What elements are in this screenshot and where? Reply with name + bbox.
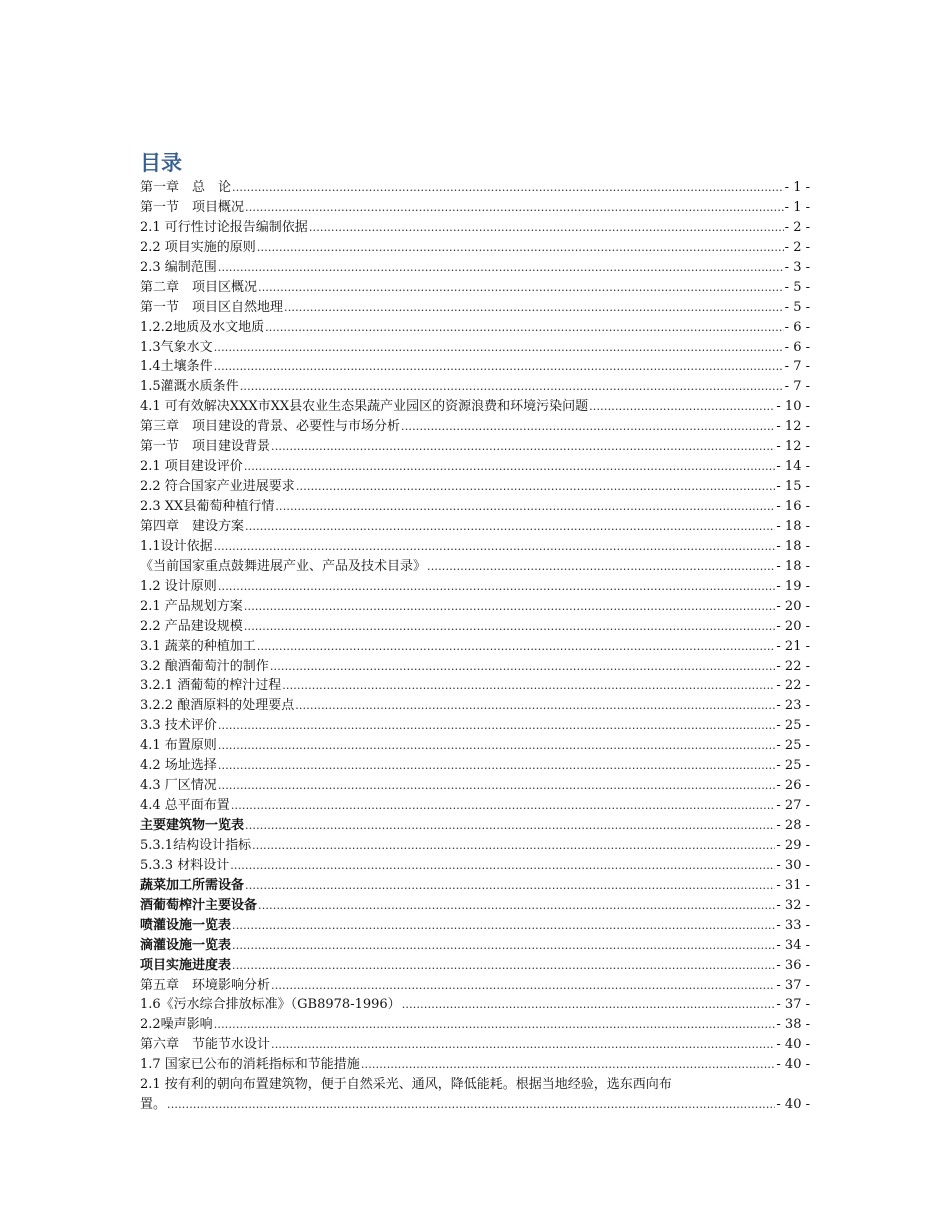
toc-entry-title: 蔬菜加工所需设备 xyxy=(140,877,245,893)
toc-dot-leader xyxy=(232,178,784,198)
toc-entry-title: 第六章 节能节水设计 xyxy=(140,1037,271,1053)
toc-entry[interactable] xyxy=(140,637,810,657)
toc-dot-leader xyxy=(589,397,775,417)
toc-entry-title: 主要建筑物一览表 xyxy=(140,818,245,833)
toc-dot-leader xyxy=(245,816,775,836)
toc-entry-title: 5.3.3 材料设计 xyxy=(140,857,230,873)
toc-dot-leader xyxy=(361,1055,776,1075)
toc-entry-page: - 5 - xyxy=(784,299,810,315)
toc-entry[interactable] xyxy=(140,976,810,996)
toc-dot-leader xyxy=(218,577,776,597)
toc-entry[interactable] xyxy=(140,417,810,437)
toc-entry-page: - 1 - xyxy=(784,180,810,195)
toc-entry[interactable] xyxy=(140,816,810,836)
toc-dot-leader xyxy=(284,298,784,318)
toc-entry-page: - 23 - xyxy=(776,698,810,714)
toc-entry-page: - 12 - xyxy=(776,439,810,455)
toc-entry-title: 酒葡萄榨汁主要设备 xyxy=(140,897,258,913)
toc-entry-page: - 6 - xyxy=(784,339,810,355)
toc-dot-leader xyxy=(402,995,776,1015)
toc-entry-page: - 5 - xyxy=(784,279,810,295)
toc-entry[interactable] xyxy=(140,776,810,796)
toc-dot-leader xyxy=(218,756,776,776)
toc-entry-title: 项目实施进度表 xyxy=(140,957,232,973)
toc-entry-title: 1.7 国家已公布的消耗指标和节能措施 xyxy=(140,1057,360,1073)
toc-entry-title: 2.3 编制范围 xyxy=(140,259,217,275)
toc-entry-page: - 16 - xyxy=(776,499,810,514)
toc-dot-leader xyxy=(401,417,775,437)
toc-entry[interactable] xyxy=(140,437,810,457)
toc-entry-page: - 20 - xyxy=(776,598,810,614)
toc-dot-leader xyxy=(245,198,784,218)
toc-entry[interactable] xyxy=(140,1015,810,1035)
toc-entry-page: - 32 - xyxy=(776,897,810,913)
toc-entry-page: - 21 - xyxy=(776,638,810,654)
toc-entry-title: 2.2 产品建设规模 xyxy=(140,618,243,634)
toc-dot-leader xyxy=(275,497,775,517)
toc-dot-leader xyxy=(245,517,775,537)
toc-entry-page: - 22 - xyxy=(776,678,810,694)
toc-entry-title: 3.3 技术评价 xyxy=(140,718,217,734)
toc-entry-title: 2.1 产品规划方案 xyxy=(140,598,243,614)
toc-entry-title: 2.1 项目建设评价 xyxy=(140,459,243,475)
toc-entry-title: 第五章 环境影响分析 xyxy=(140,977,271,993)
toc-entry[interactable] xyxy=(140,876,810,896)
toc-entry[interactable] xyxy=(140,896,810,916)
toc-entry-title: 《当前国家重点鼓舞进展产业、产品及技术目录》 xyxy=(140,558,427,574)
toc-entry-page: - 27 - xyxy=(776,798,810,814)
toc-dot-leader xyxy=(232,956,775,976)
toc-entry-title: 第四章 建设方案 xyxy=(140,518,245,534)
toc-dot-leader xyxy=(218,776,776,796)
toc-dot-leader xyxy=(167,1095,775,1115)
toc-entry-title: 4.1 布置原则 xyxy=(140,738,217,754)
toc-entry[interactable] xyxy=(140,956,810,976)
toc-entry-title: 4.4 总平面布置 xyxy=(140,798,230,814)
toc-entry-title: 1.3气象水文 xyxy=(140,339,213,355)
toc-entry-page: - 3 - xyxy=(784,259,810,275)
toc-entry[interactable] xyxy=(140,278,810,298)
toc-dot-leader xyxy=(218,258,784,278)
toc-entry[interactable] xyxy=(140,716,810,736)
toc-entry-page: - 26 - xyxy=(776,778,810,794)
toc-entry-page: - 7 - xyxy=(784,359,810,375)
toc-dot-leader xyxy=(230,856,775,876)
toc-entry[interactable] xyxy=(140,537,810,557)
toc-dot-leader xyxy=(258,896,775,916)
toc-entry-title: 第二章 项目区概况 xyxy=(140,279,258,295)
toc-entry-page: - 40 - xyxy=(776,1057,810,1073)
toc-entry[interactable] xyxy=(140,198,810,218)
toc-entry-page: - 25 - xyxy=(776,758,810,774)
toc-entry-title: 喷灌设施一览表 xyxy=(140,917,232,933)
toc-dot-leader xyxy=(257,637,776,657)
table-of-contents xyxy=(140,178,810,1115)
toc-entry-title: 1.2.2地质及水文地质 xyxy=(140,319,265,335)
toc-entry[interactable] xyxy=(140,995,810,1015)
toc-entry-title: 4.1 可有效解决XXX市XX县农业生态果蔬产业园区的资源浪费和环境污染问题 xyxy=(140,399,589,415)
toc-entry-page: - 25 - xyxy=(776,718,810,734)
toc-entry[interactable] xyxy=(140,756,810,776)
toc-dot-leader xyxy=(271,976,775,996)
toc-dot-leader xyxy=(265,318,784,338)
toc-entry[interactable] xyxy=(140,557,810,577)
toc-entry-page: - 18 - xyxy=(776,538,810,554)
toc-entry-title: 3.2.1 酒葡萄的榨汁过程 xyxy=(140,678,282,694)
toc-entry[interactable] xyxy=(140,856,810,876)
toc-entry-title: 第三章 项目建设的背景、必要性与市场分析 xyxy=(140,419,401,435)
toc-entry-page: - 18 - xyxy=(776,558,810,574)
toc-entry-page: - 40 - xyxy=(776,1037,810,1053)
toc-entry[interactable] xyxy=(140,258,810,278)
toc-dot-leader xyxy=(252,836,775,856)
toc-dot-leader xyxy=(270,657,776,677)
toc-entry-page: - 34 - xyxy=(776,937,810,953)
toc-entry-wrapped-line2[interactable] xyxy=(140,1095,810,1115)
toc-entry[interactable] xyxy=(140,477,810,497)
toc-entry[interactable] xyxy=(140,318,810,338)
toc-entry-title: 2.2 项目实施的原则 xyxy=(140,239,256,255)
toc-entry[interactable] xyxy=(140,916,810,936)
toc-dot-leader xyxy=(427,557,775,577)
toc-entry-title: 1.6《污水综合排放标准》（GB8978-1996） xyxy=(140,997,401,1013)
toc-entry-title: 3.2.2 酿酒原料的处理要点 xyxy=(140,698,295,714)
toc-entry-title: 滴灌设施一览表 xyxy=(140,937,232,953)
toc-entry-page: - 1 - xyxy=(784,199,810,215)
toc-entry-page: - 31 - xyxy=(776,877,810,893)
toc-dot-leader xyxy=(240,377,784,397)
toc-entry[interactable] xyxy=(140,617,810,637)
toc-entry-title: 第一节 项目建设背景 xyxy=(140,439,271,455)
toc-entry-page: - 25 - xyxy=(776,738,810,754)
toc-title: 目录 xyxy=(140,151,182,175)
toc-entry[interactable] xyxy=(140,338,810,358)
toc-entry-title: 第一节 项目概况 xyxy=(140,199,245,215)
toc-entry-title: 4.3 厂区情况 xyxy=(140,778,217,794)
toc-dot-leader xyxy=(309,218,784,238)
toc-entry[interactable] xyxy=(140,298,810,318)
toc-entry-title: 第一节 项目区自然地理 xyxy=(140,299,284,315)
toc-dot-leader xyxy=(296,477,776,497)
toc-entry-title: 3.1 蔬菜的种植加工 xyxy=(140,638,256,654)
toc-entry-page: - 22 - xyxy=(776,658,810,674)
toc-dot-leader xyxy=(231,796,776,816)
toc-entry-title: 2.1 可行性讨论报告编制依据 xyxy=(140,219,308,235)
toc-entry[interactable] xyxy=(140,377,810,397)
toc-entry-page: - 30 - xyxy=(776,857,810,873)
toc-entry-title: 4.2 场址选择 xyxy=(140,758,217,774)
toc-entry-page: - 33 - xyxy=(776,917,810,933)
toc-dot-leader xyxy=(245,876,775,896)
toc-entry-title: 第一章 总 论 xyxy=(140,180,232,195)
toc-entry-page: - 19 - xyxy=(776,578,810,594)
toc-entry-title: 2.2 符合国家产业进展要求 xyxy=(140,479,295,495)
toc-entry[interactable] xyxy=(140,597,810,617)
toc-dot-leader xyxy=(258,278,784,298)
toc-entry-title: 2.2噪声影响 xyxy=(140,1017,213,1033)
toc-dot-leader xyxy=(244,457,776,477)
toc-entry-page: - 36 - xyxy=(776,957,810,973)
toc-dot-leader xyxy=(282,676,775,696)
toc-entry-page: - 29 - xyxy=(776,837,810,853)
toc-entry-page: - 28 - xyxy=(776,818,810,833)
toc-entry[interactable] xyxy=(140,238,810,258)
toc-dot-leader xyxy=(271,437,775,457)
toc-entry-page: - 7 - xyxy=(784,379,810,395)
toc-entry[interactable] xyxy=(140,178,810,198)
toc-dot-leader xyxy=(244,617,776,637)
toc-entry-title: 1.5灌溉水质条件 xyxy=(140,379,239,395)
toc-entry-title: 5.3.1结构设计指标 xyxy=(140,837,252,853)
toc-dot-leader xyxy=(295,696,775,716)
toc-entry[interactable] xyxy=(140,936,810,956)
toc-entry-title: 1.2 设计原则 xyxy=(140,578,217,594)
toc-entry[interactable] xyxy=(140,657,810,677)
toc-entry[interactable] xyxy=(140,218,810,238)
toc-dot-leader xyxy=(257,238,784,258)
toc-entry-title: 2.1 按有利的朝向布置建筑物，便于自然采光、通风，降低能耗。根据当地经验，选东西向布 xyxy=(140,1077,672,1093)
toc-dot-leader xyxy=(218,736,776,756)
toc-entry[interactable] xyxy=(140,497,810,517)
toc-entry[interactable] xyxy=(140,517,810,537)
toc-entry-title-continued: 置。 xyxy=(140,1097,167,1113)
toc-entry-page: - 37 - xyxy=(776,977,810,993)
toc-dot-leader xyxy=(244,597,776,617)
toc-entry[interactable] xyxy=(140,577,810,597)
toc-dot-leader xyxy=(214,1015,776,1035)
toc-entry[interactable] xyxy=(140,357,810,377)
toc-entry[interactable] xyxy=(140,1055,810,1075)
toc-dot-leader xyxy=(232,936,775,956)
toc-entry[interactable] xyxy=(140,676,810,696)
toc-entry-page: - 6 - xyxy=(784,319,810,335)
toc-dot-leader xyxy=(218,716,776,736)
toc-entry-page: - 2 - xyxy=(784,219,810,235)
toc-entry-page: - 20 - xyxy=(776,618,810,634)
toc-entry-title: 1.1设计依据 xyxy=(140,538,213,554)
toc-dot-leader xyxy=(232,916,775,936)
toc-entry-page: - 37 - xyxy=(776,997,810,1013)
toc-entry[interactable] xyxy=(140,836,810,856)
toc-entry-title: 3.2 酿酒葡萄汁的制作 xyxy=(140,658,269,674)
toc-entry[interactable] xyxy=(140,397,810,417)
toc-entry-title: 2.3 XX县葡萄种植行情 xyxy=(140,499,275,514)
toc-entry-page: - 10 - xyxy=(776,399,810,415)
toc-dot-leader xyxy=(214,537,776,557)
toc-entry[interactable] xyxy=(140,736,810,756)
toc-entry-page: - 2 - xyxy=(784,239,810,255)
toc-entry-page: - 12 - xyxy=(776,419,810,435)
toc-entry-wrapped-line1[interactable] xyxy=(140,1075,810,1095)
toc-entry-page: - 14 - xyxy=(776,459,810,475)
toc-entry-page: - 40 - xyxy=(776,1097,810,1113)
toc-dot-leader xyxy=(214,357,784,377)
toc-entry[interactable] xyxy=(140,457,810,477)
toc-entry-page: - 15 - xyxy=(776,479,810,495)
toc-entry-page: - 18 - xyxy=(776,518,810,534)
toc-entry[interactable] xyxy=(140,1035,810,1055)
toc-dot-leader xyxy=(214,338,784,358)
toc-dot-leader xyxy=(271,1035,775,1055)
toc-entry[interactable] xyxy=(140,796,810,816)
toc-entry[interactable] xyxy=(140,696,810,716)
toc-entry-page: - 38 - xyxy=(776,1017,810,1033)
toc-entry-title: 1.4土壤条件 xyxy=(140,359,213,375)
